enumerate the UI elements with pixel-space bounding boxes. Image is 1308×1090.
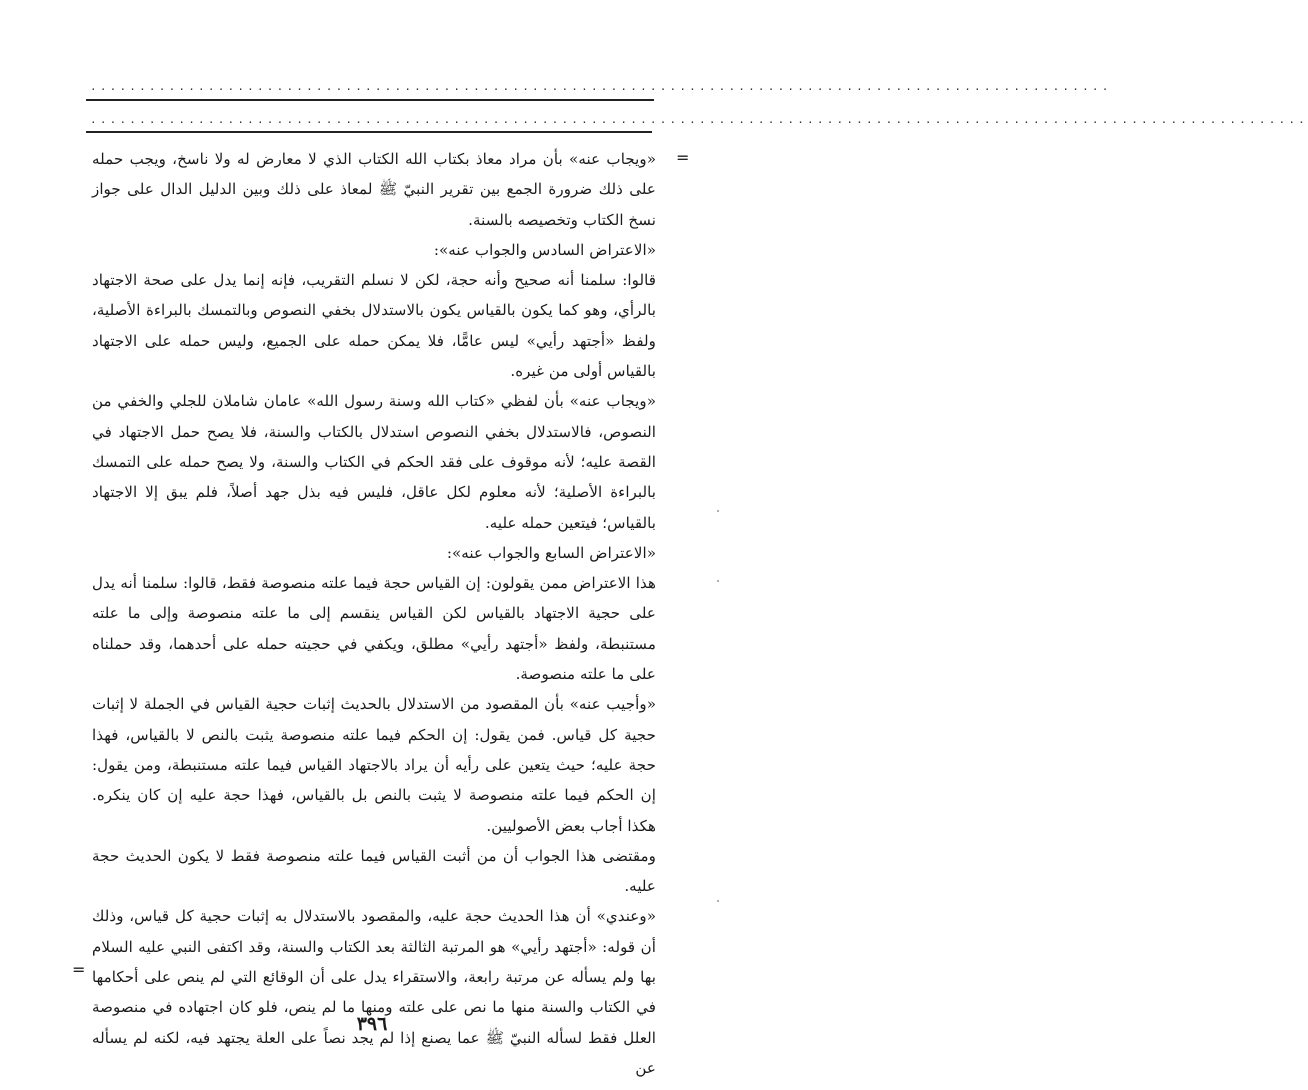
margin-tick: [717, 580, 719, 582]
header-dotted-line-top: ........................................................................................................: [90, 80, 1112, 93]
paragraph-1: «ويجاب عنه» بأن مراد معاذ بكتاب الله الكتاب الذي لا معارض له ولا ناسخ، ويجب حمله على ذلك ضرورة الجمع بين تقرير النبيّ ﷺ لمعاذ على ذلك وبين الدليل الدال على جواز نسخ الكتاب وتخصيصه بالسنة.: [92, 150, 656, 229]
paragraph-6: ومقتضى هذا الجواب أن من أثبت القياس فيما علته منصوصة فقط لا يكون الحديث حجة عليه.: [92, 846, 656, 896]
margin-tick: [717, 900, 719, 902]
header-rule-top: [86, 99, 654, 101]
paragraph-3: «ويجاب عنه» بأن لفظي «كتاب الله وسنة رسول الله» عامان شاملان للجلي والخفي من النصوص، فالاستدلال بخفي النصوص استدلال بالكتاب والسنة، فلا يصح حمل الاجتهاد في القصة عليه؛ لأنه موقوف على فقد الحكم في الكتاب والسنة، ولا يصح حمله على التمسك بالبراءة الأصلية؛ لأنه معلوم لكل عاقل، فليس فيه بذل جهد أصلاً، فلم يبق إلا الاجتهاد بالقياس؛ فيتعين حمله عليه.: [92, 392, 656, 532]
page-body-text: [92, 144, 656, 1083]
section-heading-objection-7: «الاعتراض السابع والجواب عنه»:: [446, 543, 656, 562]
paragraph-4: هذا الاعتراض ممن يقولون: إن القياس حجة فيما علته منصوصة فقط، قالوا: سلمنا أنه يدل على حجية الاجتهاد بالقياس لكن القياس ينقسم إلى ما علته منصوصة وإلى ما علته مستنبطة، ولفظ «أجتهد رأيي» مطلق، ويكفي في حجيته حمله على أحدهما، وقد حملناه على ما علته منصوصة.: [92, 574, 656, 684]
continuation-marker-top: =: [676, 148, 690, 167]
header-rule-bottom: [86, 131, 652, 133]
header-dotted-line-bottom: ............................................................................................................................: [90, 113, 1308, 126]
paragraph-7: «وعندي» أن هذا الحديث حجة عليه، والمقصود بالاستدلال به إثبات حجية كل قياس، وذلك أن قوله: «أجتهد رأيي» هو المرتبة الثالثة بعد الكتاب والسنة، وقد اكتفى النبي عليه السلام بها ولم يسأله عن مرتبة رابعة، والاستقراء يدل على أن الوقائع التي لم ينص على أحكامها في الكتاب والسنة منها ما نص على علته ومنها ما لم ينص، فلو كان اجتهاده في منصوصة العلل فقط لسأله النبيّ ﷺ عما يصنع إذا لم يجد نصاً على العلة يجتهد فيه، لكنه لم يسأله عن: [92, 907, 656, 1077]
paragraph-5: «وأجيب عنه» بأن المقصود من الاستدلال بالحديث إثبات حجية القياس في الجملة لا إثبات حجية كل قياس. فمن يقول: إن الحكم فيما علته منصوصة يثبت بالنص لا بالقياس، فهذا حجة عليه؛ حيث يتعين على رأيه أن يراد بالاجتهاد القياس فيما علته مستنبطة، ومن يقول: إن الحكم فيما علته منصوصة لا يثبت بالنص بل بالقياس، فهذا حجة عليه إن كان ينكره. هكذا أجاب بعض الأصوليين.: [92, 695, 656, 835]
section-heading-objection-6: «الاعتراض السادس والجواب عنه»:: [433, 240, 656, 259]
continuation-marker-bottom: =: [72, 960, 86, 979]
margin-tick: [717, 510, 719, 512]
paragraph-2: قالوا: سلمنا أنه صحيح وأنه حجة، لكن لا نسلم التقريب، فإنه إنما يدل على صحة الاجتهاد بالرأي، وهو كما يكون بالقياس يكون بالاستدلال بخفي النصوص وبالتمسك بالبراءة الأصلية، ولفظ «أجتهد رأيي» ليس عامًّا، فلا يمكن حمله على الجميع، وليس حمله على الاجتهاد بالقياس أولى من غيره.: [92, 271, 656, 381]
page-number: ٣٩٦: [356, 1013, 388, 1035]
